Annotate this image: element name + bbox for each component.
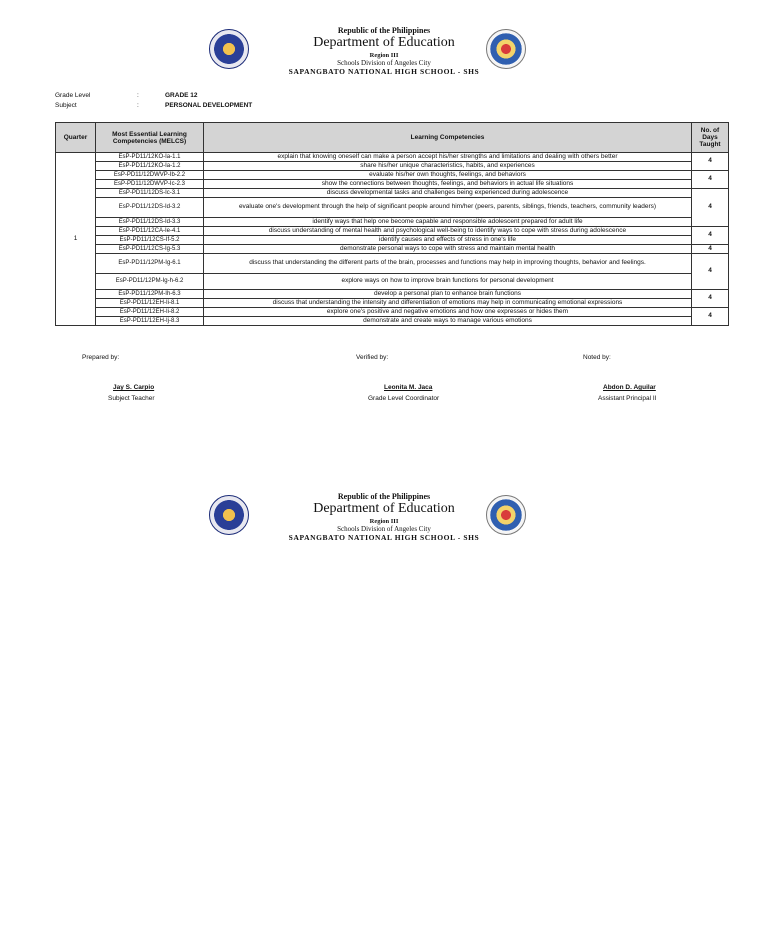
days-cell: 4: [692, 254, 729, 290]
prepared-by-label: Prepared by:: [82, 354, 120, 361]
competency: explore ways on how to improve brain functions for personal development: [204, 274, 692, 290]
table-row: [56, 218, 729, 227]
melc-code: EsP-PD11/12DWVP-Ic-2.3: [96, 180, 204, 189]
melc-code: EsP-PD11/12PM-Ig-6.1: [96, 254, 204, 274]
department-line: Department of Education: [313, 35, 455, 50]
letterhead: [0, 26, 768, 86]
melc-code: EsP-PD11/12PM-Ih-6.3: [96, 290, 204, 299]
table-row: [56, 254, 729, 274]
table-row: [56, 274, 729, 290]
table-row: [56, 245, 729, 254]
verified-by-role: Grade Level Coordinator: [368, 395, 440, 402]
melc-code: EsP-PD11/12CS-If-5.2: [96, 236, 204, 245]
noted-by-role: Assistant Principal II: [598, 395, 657, 402]
table-row: [56, 198, 729, 218]
division-line: Schools Division of Angeles City: [337, 525, 431, 533]
melc-code: EsP-PD11/12DWVP-Ib-2.2: [96, 171, 204, 180]
table-row: [56, 236, 729, 245]
competency: show the connections between thoughts, feelings, and behaviors in actual life situations: [204, 180, 692, 189]
table-row: [56, 162, 729, 171]
table-row: [56, 180, 729, 189]
table-row: [56, 290, 729, 299]
melc-code: EsP-PD11/12KO-Ia-1.2: [96, 162, 204, 171]
table-row: [56, 308, 729, 317]
table-row: [56, 171, 729, 180]
melc-code: EsP-PD11/12KO-Ia-1.1: [96, 153, 204, 162]
prepared-by-role: Subject Teacher: [108, 395, 155, 402]
competency: share his/her unique characteristics, habits, and experiences: [204, 162, 692, 171]
days-cell: 4: [692, 245, 729, 254]
letterhead: [0, 492, 768, 552]
competency: explore one's positive and negative emotions and how one expresses or hides them: [204, 308, 692, 317]
region-line: Region III: [369, 52, 399, 59]
subject-label: Subject: [55, 102, 77, 109]
melc-code: EsP-PD11/12DS-Id-3.2: [96, 198, 204, 218]
days-cell: 4: [692, 153, 729, 171]
competency: evaluate his/her own thoughts, feelings, and behaviors: [204, 171, 692, 180]
table-row: [56, 153, 729, 162]
days-cell: 4: [692, 290, 729, 308]
days-cell: 4: [692, 171, 729, 189]
quarter-cell: 1: [56, 153, 96, 326]
table-row: [56, 189, 729, 198]
days-cell: 4: [692, 308, 729, 326]
competency: discuss that understanding the intensity and differentiation of emotions may help in communicating emotional expressions: [204, 299, 692, 308]
prepared-by-name: Jay S. Carpio: [113, 384, 155, 391]
competency: discuss understanding of mental health and psychological well-being to identify ways to cope with stress during adolescence: [204, 227, 692, 236]
republic-line: Republic of the Philippines: [337, 492, 431, 501]
quarter-header: Quarter: [56, 123, 96, 153]
competency: develop a personal plan to enhance brain functions: [204, 290, 692, 299]
competency: discuss that understanding the different parts of the brain, processes and functions may help in improving thoughts, behavior and feelings.: [204, 254, 692, 274]
days-cell: 4: [692, 227, 729, 245]
verified-by-label: Verified by:: [356, 354, 389, 361]
region-line: Region III: [369, 518, 399, 525]
division-line: Schools Division of Angeles City: [337, 59, 431, 67]
melc-code: EsP-PD11/12EH-Ii-8.1: [96, 299, 204, 308]
days-header: No. of Days Taught: [692, 123, 729, 153]
melc-code: EsP-PD11/12DS-Id-3.3: [96, 218, 204, 227]
table-row: [56, 299, 729, 308]
grade-level-value: GRADE 12: [165, 92, 198, 99]
competency: discuss developmental tasks and challenges being experienced during adolescence: [204, 189, 692, 198]
verified-by-name: Leonita M. Jaca: [384, 384, 433, 391]
competencies-header: Learning Competencies: [204, 123, 692, 153]
republic-line: Republic of the Philippines: [337, 26, 431, 35]
melc-code: EsP-PD11/12PM-Ig-h-6.2: [96, 274, 204, 290]
competency: identify ways that help one become capable and responsible adolescent prepared for adult life: [204, 218, 692, 227]
table-row: [56, 317, 729, 326]
competency: demonstrate personal ways to cope with stress and maintain mental health: [204, 245, 692, 254]
melc-code: EsP-PD11/12EH-Ii-8.2: [96, 308, 204, 317]
school-line: SAPANGBATO NATIONAL HIGH SCHOOL - SHS: [288, 67, 480, 76]
melc-code: EsP-PD11/12EH-Ij-8.3: [96, 317, 204, 326]
days-cell: 4: [692, 189, 729, 227]
competency: demonstrate and create ways to manage various emotions: [204, 317, 692, 326]
department-line: Department of Education: [313, 501, 455, 516]
melc-code: EsP-PD11/12DS-Ic-3.1: [96, 189, 204, 198]
subject-colon: :: [137, 102, 139, 109]
grade-level-colon: :: [137, 92, 139, 99]
school-line: SAPANGBATO NATIONAL HIGH SCHOOL - SHS: [288, 533, 480, 542]
noted-by-name: Abdon D. Aguilar: [603, 384, 656, 391]
melcs-table: [55, 122, 729, 326]
table-row: [56, 227, 729, 236]
competency: identify causes and effects of stress in one's life: [204, 236, 692, 245]
grade-level-label: Grade Level: [55, 92, 91, 99]
competency: evaluate one's development through the help of significant people around him/her (peers, parents, siblings, friends, teachers, community leaders): [204, 198, 692, 218]
noted-by-label: Noted by:: [583, 354, 611, 361]
melcs-header: Most Essential Learning Competencies (MELCS): [96, 123, 204, 153]
melc-code: EsP-PD11/12CS-Ig-5.3: [96, 245, 204, 254]
competency: explain that knowing oneself can make a person accept his/her strengths and limitations and dealing with others better: [204, 153, 692, 162]
melc-code: EsP-PD11/12CA-Ie-4.1: [96, 227, 204, 236]
subject-value: PERSONAL DEVELOPMENT: [165, 102, 253, 109]
